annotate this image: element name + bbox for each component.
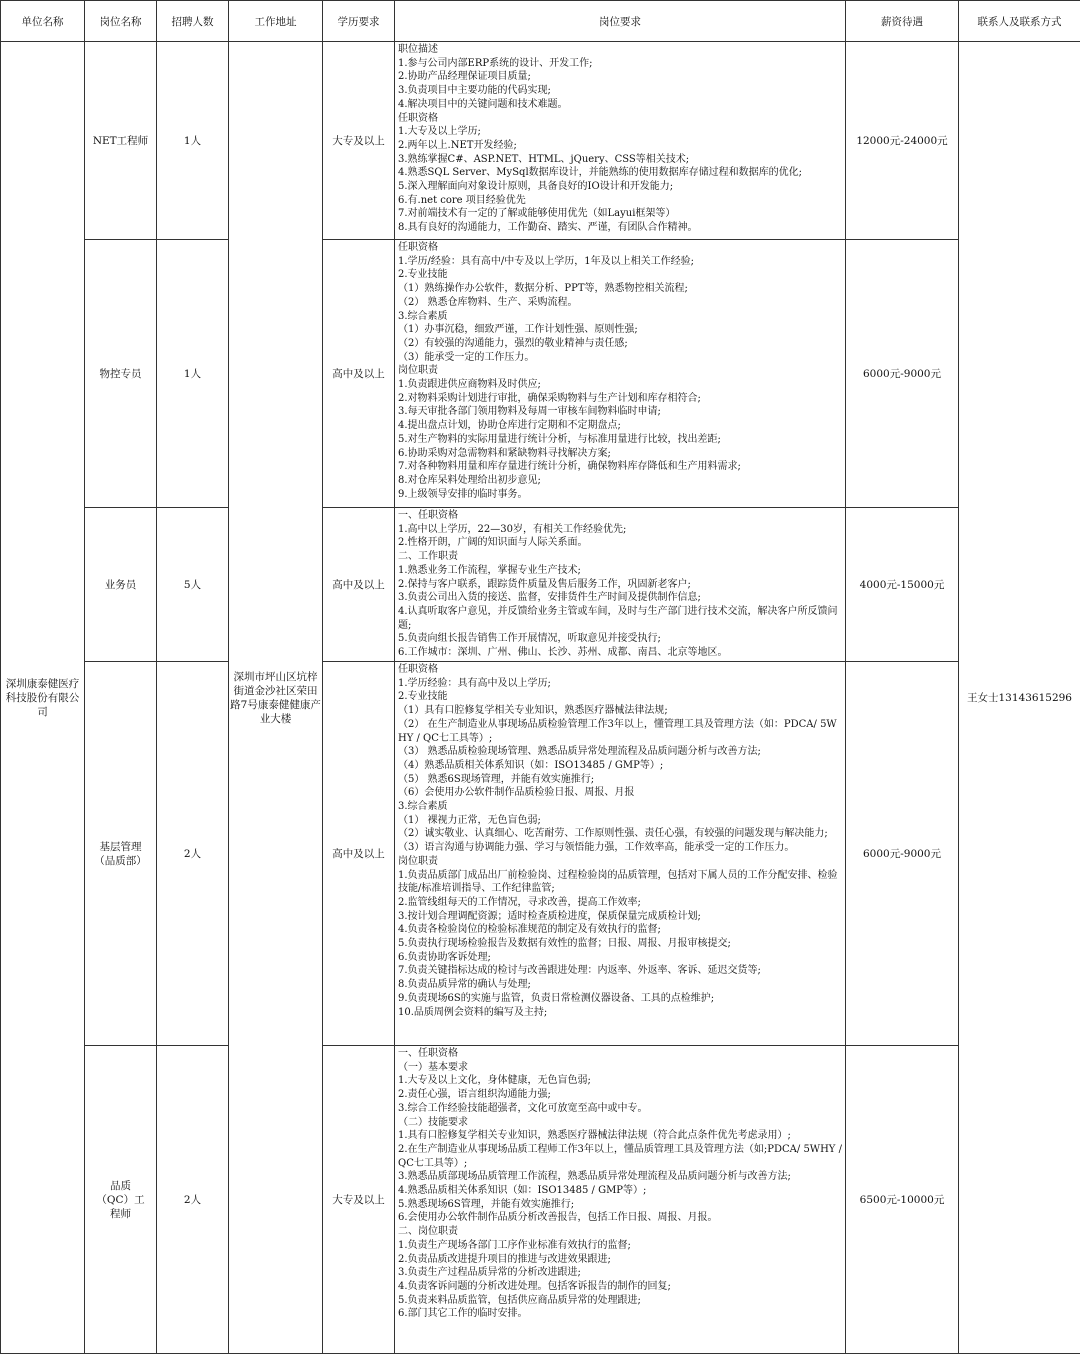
job-title: 物控专员 <box>85 240 157 508</box>
header-contact: 联系人及联系方式 <box>959 1 1080 42</box>
requirement-line: 任职资格 <box>398 663 843 677</box>
requirement-line: 6.部门其它工作的临时安排。 <box>398 1307 843 1321</box>
job-education: 高中及以上 <box>323 508 395 662</box>
requirement-line: 二、岗位职责 <box>398 1225 843 1239</box>
requirement-line: 3.负责生产过程品质异常的分析改进跟进; <box>398 1266 843 1280</box>
requirement-line: 5.熟悉现场6S管理，并能有效实施推行; <box>398 1198 843 1212</box>
job-education: 大专及以上 <box>323 1046 395 1354</box>
requirement-line: 4.熟悉品质相关体系知识（如：ISO13485 / GMP等）; <box>398 1184 843 1198</box>
requirement-line: 3.综合素质 <box>398 310 843 324</box>
contact-cell <box>959 42 1080 1354</box>
header-education: 学历要求 <box>323 1 395 42</box>
requirement-line: 6.协助采购对急需物料和紧缺物料寻找解决方案; <box>398 447 843 461</box>
requirement-line: 5.深入理解面向对象设计原则，具备良好的IO设计和开发能力; <box>398 180 843 194</box>
requirement-line: 3.负责项目中主要功能的代码实现; <box>398 84 843 98</box>
requirement-line: （2） 在生产制造业从事现场品质检验管理工作3年以上，懂管理工具及管理方法（如：PDCA/ 5WHY / QC七工具等）; <box>398 718 843 745</box>
job-count: 1人 <box>157 42 229 240</box>
requirement-line: 3.负责公司出入货的接送、监督，安排货件生产时间及提供制作信息; <box>398 591 843 605</box>
header-salary: 薪资待遇 <box>846 1 959 42</box>
requirement-line: 1.学历经验：具有高中及以上学历; <box>398 677 843 691</box>
header-address: 工作地址 <box>229 1 323 42</box>
company-cell <box>1 42 85 1354</box>
job-title-text: 基层管理（品质部） <box>85 840 156 868</box>
requirement-line: 2.性格开朗，广阔的知识面与人际关系面。 <box>398 536 843 550</box>
requirement-line: 2.负责品质改进提升项目的推进与改进效果跟进; <box>398 1253 843 1267</box>
requirement-line: 4.提出盘点计划，协助仓库进行定期和不定期盘点; <box>398 419 843 433</box>
requirement-line: 2.两年以上.NET开发经验; <box>398 139 843 153</box>
requirement-line: 二、工作职责 <box>398 550 843 564</box>
requirement-line: 2.协助产品经理保证项目质量; <box>398 70 843 84</box>
requirement-line: （一）基本要求 <box>398 1061 843 1075</box>
requirement-line: 任职资格 <box>398 112 843 126</box>
requirement-line: 1.负责跟进供应商物料及时供应; <box>398 378 843 392</box>
requirement-line: 4.负责客诉问题的分析改进处理。包括客诉报告的制作的回复; <box>398 1280 843 1294</box>
requirement-line: 3.按计划合理调配资源；适时检查质检进度，保质保量完成质检计划; <box>398 910 843 924</box>
header-position: 岗位名称 <box>85 1 157 42</box>
company-name: 深圳康泰健医疗科技股份有限公司 <box>1 677 84 719</box>
requirement-line: 1.大专及以上文化，身体健康，无色盲色弱; <box>398 1074 843 1088</box>
requirement-line: 1.负责生产现场各部门工序作业标准有效执行的监督; <box>398 1239 843 1253</box>
requirement-line: 一、任职资格 <box>398 1047 843 1061</box>
requirement-line: 一、任职资格 <box>398 509 843 523</box>
requirement-line: 1.大专及以上学历; <box>398 125 843 139</box>
requirement-line: 4.负责各检验岗位的检验标准规范的制定及有效执行的监督; <box>398 923 843 937</box>
requirement-line: 任职资格 <box>398 241 843 255</box>
requirement-line: （3）语言沟通与协调能力强、学习与领悟能力强，工作效率高，能承受一定的工作压力。 <box>398 841 843 855</box>
job-salary: 6500元-10000元 <box>846 1046 959 1354</box>
job-requirements <box>395 1046 846 1354</box>
requirement-line: 1.具有口腔修复学相关专业知识，熟悉医疗器械法律法规（符合此点条件优先考虑录用）; <box>398 1129 843 1143</box>
requirement-line: 1.高中以上学历，22—30岁，有相关工作经验优先; <box>398 523 843 537</box>
requirement-line: 8.具有良好的沟通能力，工作勤奋、踏实、严谨，有团队合作精神。 <box>398 221 843 235</box>
requirement-line: 10.品质周例会资料的编写及主持; <box>398 1006 843 1020</box>
requirement-line: 4.熟悉SQL Server、MySql数据库设计，并能熟练的使用数据库存储过程和数据库的优化; <box>398 166 843 180</box>
job-count: 2人 <box>157 1046 229 1354</box>
requirement-line: 1.熟悉业务工作流程，掌握专业生产技术; <box>398 564 843 578</box>
job-row-material-control <box>1 240 1080 508</box>
requirement-line: 8.对仓库呆料处理给出初步意见; <box>398 474 843 488</box>
requirement-line: 4.认真听取客户意见，并反馈给业务主管或车间，及时与生产部门进行技术交流，解决客户所反馈问题; <box>398 605 843 632</box>
job-row-net-engineer <box>1 42 1080 240</box>
requirement-line: （1）熟练操作办公软件，数据分析、PPT等，熟悉物控相关流程; <box>398 282 843 296</box>
job-requirements <box>395 508 846 662</box>
requirement-line: 1.学历/经验：具有高中/中专及以上学历，1年及以上相关工作经验; <box>398 255 843 269</box>
requirement-line: 2.专业技能 <box>398 268 843 282</box>
job-education: 大专及以上 <box>323 42 395 240</box>
requirement-line: 5.对生产物料的实际用量进行统计分析，与标准用量进行比较，找出差距; <box>398 433 843 447</box>
job-title <box>85 662 157 1046</box>
requirement-line: （1）办事沉稳，细致严谨，工作计划性强、原则性强; <box>398 323 843 337</box>
requirement-line: 2.在生产制造业从事现场品质工程师工作3年以上，懂品质管理工具及管理方法（如;PDCA/ 5WHY / QC七工具等）; <box>398 1143 843 1170</box>
job-row-salesman <box>1 508 1080 662</box>
requirement-line: 6.工作城市：深圳、广州、佛山、长沙、苏州、成都、南昌、北京等地区。 <box>398 646 843 660</box>
address-cell <box>229 42 323 1354</box>
requirement-line: （4）熟悉品质相关体系知识（如：ISO13485 / GMP等）; <box>398 759 843 773</box>
requirement-line: 6.负责协助客诉处理; <box>398 951 843 965</box>
requirement-line: 7.对前端技术有一定的了解或能够使用优先（如Layui框架等） <box>398 207 843 221</box>
header-company: 单位名称 <box>1 1 85 42</box>
header-count: 招聘人数 <box>157 1 229 42</box>
requirement-line: 6.有.net core 项目经验优先 <box>398 194 843 208</box>
requirement-line: 职位描述 <box>398 43 843 57</box>
requirement-line: （2）诚实敬业、认真细心、吃苦耐劳、工作原则性强、责任心强，有较强的问题发现与解决能力; <box>398 827 843 841</box>
requirement-line: 9.上级领导安排的临时事务。 <box>398 488 843 502</box>
job-requirements <box>395 240 846 508</box>
requirement-line: 8.负责品质异常的确认与处理; <box>398 978 843 992</box>
requirement-line: 3.熟悉品质部现场品质管理工作流程，熟悉品质异常处理流程及品质问题分析与改善方法; <box>398 1170 843 1184</box>
requirement-line: 5.负责执行现场检验报告及数据有效性的监督；日报、周报、月报审核提交; <box>398 937 843 951</box>
job-salary: 12000元-24000元 <box>846 42 959 240</box>
requirement-line: 2.对物料采购计划进行审批，确保采购物料与生产计划和库存相符合; <box>398 392 843 406</box>
job-title <box>85 1046 157 1354</box>
requirement-line: 岗位职责 <box>398 855 843 869</box>
requirement-line: 岗位职责 <box>398 364 843 378</box>
job-salary: 6000元-9000元 <box>846 240 959 508</box>
requirement-line: （1） 裸视力正常，无色盲色弱; <box>398 814 843 828</box>
job-title-text: 品质（QC）工程师 <box>85 1179 156 1221</box>
requirement-line: 7.对各种物料用量和库存量进行统计分析，确保物料库存降低和生产用料需求; <box>398 460 843 474</box>
requirement-line: 6.会使用办公软件制作品质分析改善报告，包括工作日报、周报、月报。 <box>398 1211 843 1225</box>
requirement-line: 3.综合素质 <box>398 800 843 814</box>
job-count: 1人 <box>157 240 229 508</box>
requirement-line: 4.解决项目中的关键问题和技术难题。 <box>398 98 843 112</box>
requirement-line: 3.熟练掌握C#、ASP.NET、HTML、jQuery、CSS等相关技术; <box>398 153 843 167</box>
job-salary: 6000元-9000元 <box>846 662 959 1046</box>
requirement-line: 3.每天审批各部门领用物料及每周一审核车间物料临时申请; <box>398 405 843 419</box>
requirement-line: （2） 熟悉仓库物料、生产、采购流程。 <box>398 296 843 310</box>
job-title: 业务员 <box>85 508 157 662</box>
contact-info: 王女士13143615296 <box>959 691 1080 705</box>
requirement-line: 9.负责现场6S的实施与监管，负责日常检测仪器设备、工具的点检维护; <box>398 992 843 1006</box>
requirement-line: （2）有较强的沟通能力，强烈的敬业精神与责任感; <box>398 337 843 351</box>
job-education: 高中及以上 <box>323 240 395 508</box>
requirement-line: 2.专业技能 <box>398 690 843 704</box>
requirement-line: （3）能承受一定的工作压力。 <box>398 351 843 365</box>
job-count: 5人 <box>157 508 229 662</box>
job-row-quality-supervisor <box>1 662 1080 1046</box>
job-count: 2人 <box>157 662 229 1046</box>
requirement-line: （5） 熟悉6S现场管理，并能有效实施推行; <box>398 773 843 787</box>
work-address: 深圳市坪山区坑梓街道金沙社区荣田路7号康泰健健康产业大楼 <box>229 670 322 726</box>
requirement-line: 5.负责向组长报告销售工作开展情况，听取意见并接受执行; <box>398 632 843 646</box>
requirement-line: 1.负责品质部门成品出厂前检验岗、过程检验岗的品质管理，包括对下属人员的工作分配安排、检验技能/标准培训指导、工作纪律监管; <box>398 869 843 896</box>
requirement-line: （1）具有口腔修复学相关专业知识，熟悉医疗器械法律法规; <box>398 704 843 718</box>
requirement-line: （3） 熟悉品质检验现场管理、熟悉品质异常处理流程及品质问题分析与改善方法; <box>398 745 843 759</box>
requirement-line: 3.综合工作经验技能超强者，文化可放宽至高中或中专。 <box>398 1102 843 1116</box>
requirement-line: 2.责任心强，语言组织沟通能力强; <box>398 1088 843 1102</box>
job-salary: 4000元-15000元 <box>846 508 959 662</box>
requirement-line: 2.监管线组每天的工作情况，寻求改善，提高工作效率; <box>398 896 843 910</box>
requirement-line: （二）技能要求 <box>398 1116 843 1130</box>
job-requirements <box>395 662 846 1046</box>
header-row <box>1 1 1080 42</box>
requirement-line: 7.负责关键指标达成的检讨与改善跟进处理：内返率、外返率、客诉、延迟交货等; <box>398 964 843 978</box>
requirement-line: （6）会使用办公软件制作品质检验日报、周报、月报 <box>398 786 843 800</box>
requirement-line: 1.参与公司内部ERP系统的设计、开发工作; <box>398 57 843 71</box>
job-row-qc-engineer <box>1 1046 1080 1354</box>
requirement-line: 5.负责来料品质监管，包括供应商品质异常的处理跟进; <box>398 1294 843 1308</box>
requirement-line: 2.保持与客户联系，跟踪货件质量及售后服务工作，巩固新老客户; <box>398 578 843 592</box>
job-requirements <box>395 42 846 240</box>
job-title: NET工程师 <box>85 42 157 240</box>
header-requirements: 岗位要求 <box>395 1 846 42</box>
job-education: 高中及以上 <box>323 662 395 1046</box>
